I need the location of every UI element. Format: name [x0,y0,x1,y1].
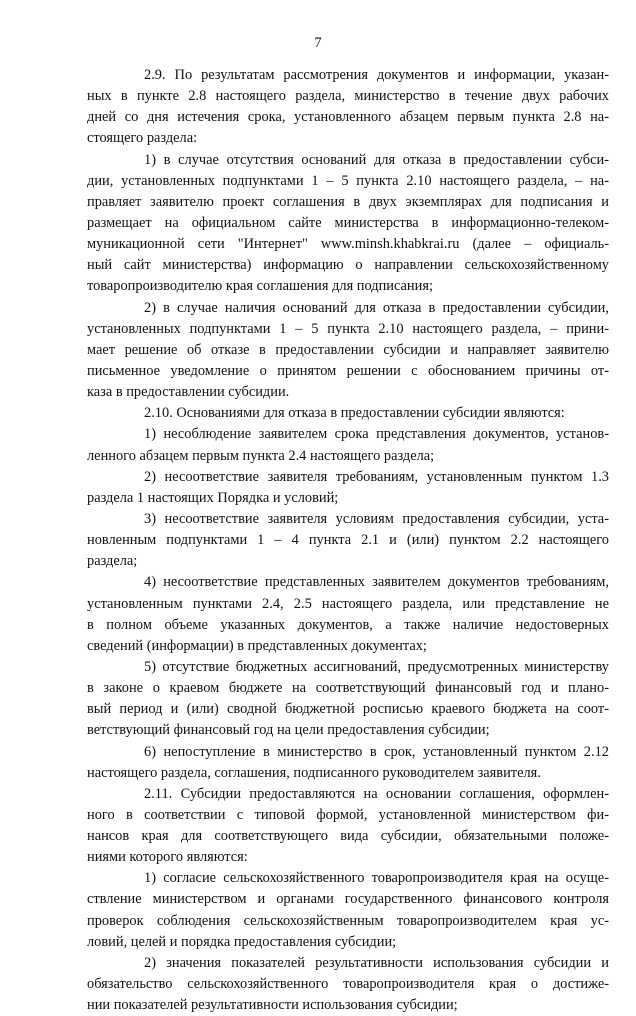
text-line: вый период и (или) сводной бюджетной росписью краевого бюджета на соот- [87,701,609,718]
text-line: письменное уведомление о принятом решении с обоснованием причины от- [87,362,609,379]
text-line: установленных подпунктами 1 – 5 пункта 2.10 настоящего раздела, – прини- [87,320,609,337]
text-line: дней со дня истечения срока, установленного абзацем первым пункта 2.8 на- [87,109,609,126]
text-line: размещает на официальном сайте министерства в информационно-телеком- [87,214,609,231]
text-line: стоящего раздела: [87,130,198,147]
text-line: мает решение об отказе в предоставлении субсидии и направляет заявителю [87,341,609,358]
document-body [87,65,609,1016]
paragraph [87,953,609,1016]
text-line: 1) согласие сельскохозяйственного товаропроизводителя края на осуще- [144,870,609,887]
paragraph [87,403,609,424]
text-line: 2) несоответствие заявителя требованиям, установленным пунктом 1.3 [144,468,609,485]
text-line: установленным пунктами 2.4, 2.5 настоящего раздела, или представление не [87,595,609,612]
paragraph [87,424,609,466]
text-line: ствление министерством и органами государственного финансового контроля [87,891,609,908]
text-line: новленным подпунктами 1 – 4 пункта 2.1 и (или) пунктом 2.2 настоящего [87,532,609,549]
text-line: 1) несоблюдение заявителем срока представления документов, установ- [144,426,609,443]
text-line: раздела; [87,553,138,570]
text-line: нансов края для соответствующего вида субсидии, обязательными положе- [87,828,609,845]
text-line: ного в соответствии с типовой формой, установленной министерством фи- [87,806,609,823]
text-line: каза в предоставлении субсидии. [87,384,290,401]
text-line: дии, установленных подпунктами 1 – 5 пункта 2.10 настоящего раздела, – на- [87,172,609,189]
text-line: 2.10. Основаниями для отказа в предоставлении субсидии являются: [144,405,565,422]
text-line: 6) непоступление в министерство в срок, установленный пунктом 2.12 [144,743,609,760]
text-line: раздела 1 настоящих Порядка и условий; [87,489,339,506]
text-line: 2) значения показателей результативности использования субсидии и [144,954,609,971]
text-line: 2.9. По результатам рассмотрения документов и информации, указан- [144,67,609,83]
text-line: обязательство сельскохозяйственного товаропроизводителя края о достиже- [87,976,609,993]
text-line: ниями которого являются: [87,849,248,866]
text-line: 4) несоответствие представленных заявителем документов требованиям, [144,574,609,591]
text-line: 5) отсутствие бюджетных ассигнований, предусмотренных министерству [144,658,609,675]
text-line: нии показателей результативности использования субсидии; [87,997,458,1014]
text-line: 3) несоответствие заявителя условиям предоставления субсидии, уста- [144,510,609,527]
paragraph [87,298,609,404]
paragraph [87,784,609,869]
text-line: товаропроизводителю края соглашения для подписания; [87,278,433,295]
text-line: ленного абзацем первым пункта 2.4 настоящего раздела; [87,447,435,464]
page-number: 7 [314,35,322,51]
text-line: 1) в случае отсутствия оснований для отказа в предоставлении субси- [144,151,609,168]
text-line: ветствующий финансовый год на цели предоставления субсидии; [87,722,490,739]
text-line: сведений (информации) в представленных документах; [87,637,427,654]
paragraph [87,509,609,572]
text-line: муникационной сети "Интернет" www.minsh.khabkrai.ru (далее – официаль- [87,236,609,253]
paragraph [87,868,609,953]
text-line: настоящего раздела, соглашения, подписанного руководителем заявителя. [87,764,541,781]
text-line: ный сайт министерства) информацию о направлении сельскохозяйственному [87,257,609,274]
text-line: 2) в случае наличия оснований для отказа в предоставлении субсидии, [144,299,609,316]
text-line: правляет заявителю проект соглашения в двух экземплярах для подписания и [87,193,609,210]
paragraph [87,742,609,784]
text-line: 2.11. Субсидии предоставляются на основании соглашения, оформлен- [144,785,609,802]
paragraph [87,657,609,742]
paragraph [87,572,609,657]
text-line: в законе о краевом бюджете на соответствующий финансовый год и плано- [87,680,609,697]
paragraph [87,150,609,298]
text-line: ловий, целей и порядка предоставления субсидии; [87,933,397,950]
paragraph [87,467,609,509]
text-line: в полном объеме указанных документов, а также наличие недостоверных [87,616,609,633]
text-line: ных в пункте 2.8 настоящего раздела, министерство в течение двух рабочих [87,88,609,105]
text-line: проверок соблюдения сельскохозяйственным товаропроизводителем края ус- [87,912,609,929]
paragraph [87,65,609,150]
